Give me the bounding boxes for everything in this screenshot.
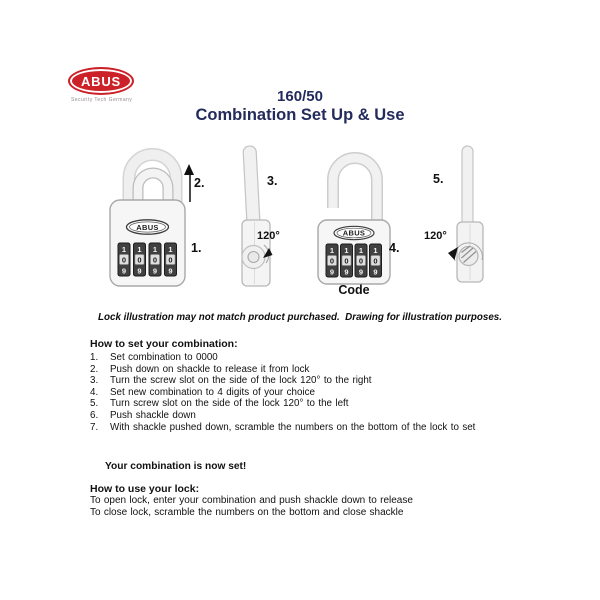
step-text: Set new combination to 4 digits of your choice xyxy=(110,386,315,398)
step-text: Push shackle down xyxy=(110,409,196,421)
model-number: 160/50 xyxy=(277,88,323,105)
svg-text:1: 1 xyxy=(358,246,364,255)
svg-text:9: 9 xyxy=(329,267,335,277)
step-number: 4. xyxy=(90,386,99,398)
combination-dial xyxy=(149,243,161,276)
set-combination-heading: How to set your combination: xyxy=(90,338,238,350)
combination-dial xyxy=(134,243,146,276)
step-text: Turn screw slot on the side of the lock 120° to the left xyxy=(110,398,349,410)
padlock-front-closed-illustration xyxy=(106,144,190,290)
svg-text:0: 0 xyxy=(137,255,142,265)
instruction-step xyxy=(90,422,520,434)
abus-logo-text: ABUS xyxy=(80,73,122,89)
padlock-front-open-illustration xyxy=(312,146,404,287)
step-label-4: 4. xyxy=(389,241,400,255)
svg-text:1: 1 xyxy=(344,246,349,255)
combination-dial xyxy=(341,244,353,277)
step-number: 6. xyxy=(90,409,99,421)
up-arrow-shaft xyxy=(189,175,191,202)
svg-text:9: 9 xyxy=(137,266,142,276)
svg-text:1: 1 xyxy=(121,245,127,254)
svg-text:0: 0 xyxy=(358,256,364,266)
disclaimer-text: Lock illustration may not match product purchased. Drawing for illustration purposes. xyxy=(98,312,502,323)
shackle-open xyxy=(333,158,377,224)
step-number: 1. xyxy=(90,352,99,363)
combination-set-confirmation: Your combination is now set! xyxy=(105,461,247,472)
shackle-rod xyxy=(243,146,260,227)
step-number: 2. xyxy=(90,363,99,375)
svg-text:1: 1 xyxy=(373,246,378,255)
shackle-raised xyxy=(129,155,176,207)
instruction-step xyxy=(90,387,520,399)
svg-text:0: 0 xyxy=(168,255,173,265)
use-lock-instructions xyxy=(90,495,520,519)
step-label-2: 2. xyxy=(194,176,205,190)
combination-dial xyxy=(355,244,367,277)
step-text: Set combination to 0000 xyxy=(110,352,218,363)
svg-text:0: 0 xyxy=(152,255,158,265)
step-label-1: 1. xyxy=(191,241,202,255)
use-instruction-line: To open lock, enter your combination and push shackle down to release xyxy=(90,495,413,506)
step-number: 3. xyxy=(90,375,99,387)
rotation-angle-label-3: 120° xyxy=(257,230,280,242)
svg-text:0: 0 xyxy=(373,256,378,266)
svg-text:0: 0 xyxy=(329,256,335,266)
svg-text:9: 9 xyxy=(344,267,349,277)
instruction-step xyxy=(90,398,520,410)
rotation-angle-label-5: 120° xyxy=(424,230,447,242)
page-title xyxy=(0,89,600,126)
svg-text:0: 0 xyxy=(344,256,349,266)
set-combination-steps xyxy=(90,352,520,433)
svg-text:9: 9 xyxy=(373,267,378,277)
svg-text:1: 1 xyxy=(137,245,142,254)
brand-oval xyxy=(127,220,169,234)
step-label-3: 3. xyxy=(267,174,278,188)
brand-oval xyxy=(334,226,374,239)
instruction-step xyxy=(90,410,520,422)
svg-text:1: 1 xyxy=(152,245,158,254)
use-lock-heading: How to use your lock: xyxy=(90,483,200,495)
instruction-step xyxy=(90,352,520,364)
step-text: With shackle pushed down, scramble the numbers on the bottom of the lock to set xyxy=(110,421,476,433)
title-text: Combination Set Up & Use xyxy=(195,106,405,124)
instruction-step xyxy=(90,375,520,387)
shackle-rod xyxy=(462,146,473,226)
svg-text:0: 0 xyxy=(121,255,127,265)
code-label: Code xyxy=(338,283,370,297)
step-text: Turn the screw slot on the side of the lock 120° to the right xyxy=(110,375,372,387)
step-number: 7. xyxy=(90,421,99,433)
combination-dial xyxy=(326,244,338,277)
svg-text:ABUS: ABUS xyxy=(136,222,159,232)
svg-text:9: 9 xyxy=(358,267,364,277)
step-text: Push down on shackle to release it from lock xyxy=(110,363,310,375)
step-number: 5. xyxy=(90,398,99,410)
svg-text:1: 1 xyxy=(329,246,335,255)
svg-text:9: 9 xyxy=(168,266,173,276)
screw-center xyxy=(248,252,259,263)
abus-logo-tagline: Security Tech Germany xyxy=(71,97,133,103)
step-label-5: 5. xyxy=(433,172,444,186)
padlock-side-view-illustration xyxy=(233,144,287,290)
padlock-side-view-2-illustration xyxy=(444,144,506,286)
instruction-step xyxy=(90,364,520,376)
combination-dial xyxy=(165,243,177,276)
svg-text:9: 9 xyxy=(121,266,127,276)
svg-text:1: 1 xyxy=(168,245,173,254)
svg-text:9: 9 xyxy=(152,266,158,276)
combination-dial xyxy=(370,244,382,277)
svg-text:ABUS: ABUS xyxy=(342,228,366,238)
up-arrow-icon xyxy=(184,164,194,175)
screw-slot xyxy=(459,247,478,266)
combination-dial xyxy=(118,243,130,276)
use-instruction-line: To close lock, scramble the numbers on the bottom and close shackle xyxy=(90,507,404,519)
